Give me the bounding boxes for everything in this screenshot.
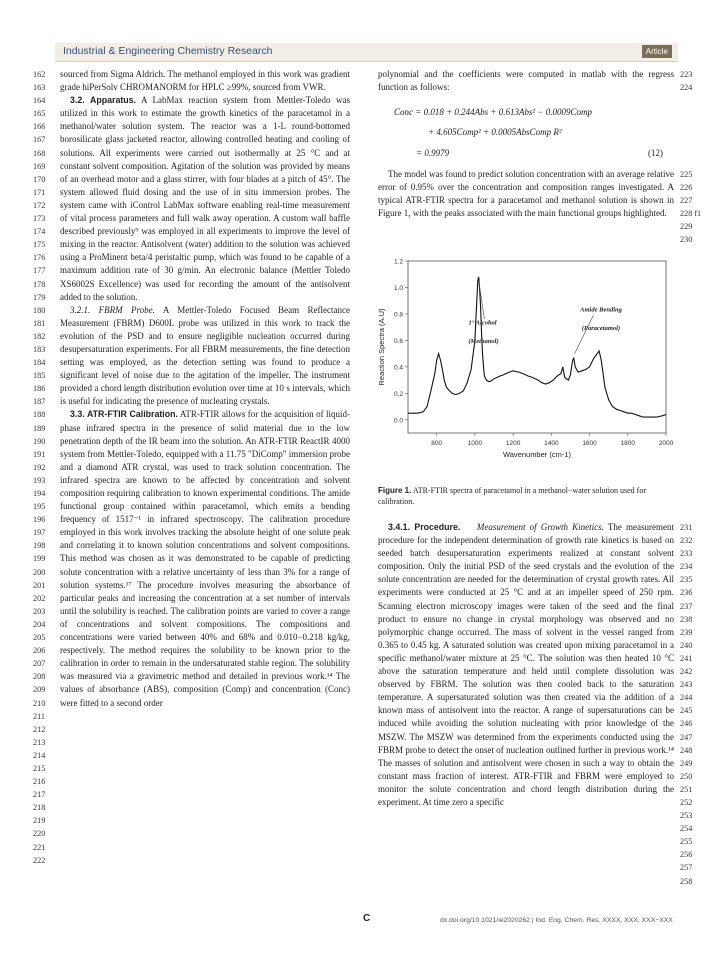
x-tick-label: 1600 <box>582 440 597 447</box>
line-number: 231 <box>680 523 693 532</box>
line-number: 244 <box>680 693 693 703</box>
y-tick-label: 1.0 <box>393 284 403 292</box>
line-number: 220 <box>33 829 46 839</box>
line-number: 183 <box>33 344 46 354</box>
line-number: 216 <box>33 777 46 787</box>
annotation-label: 1° Alcohol <box>468 319 497 327</box>
section-procedure <box>378 521 674 809</box>
line-number: 208 <box>33 672 46 682</box>
line-number: 219 <box>33 816 46 826</box>
line-number: 186 <box>33 384 46 394</box>
line-number: 170 <box>33 174 46 184</box>
line-number: 245 <box>680 706 693 716</box>
line-number: 248 <box>680 745 693 755</box>
line-number: 249 <box>680 758 693 768</box>
line-number: 250 <box>680 771 693 781</box>
line-number: 176 <box>33 253 46 263</box>
line-number: 168 <box>33 148 46 158</box>
line-number: 206 <box>33 646 46 656</box>
line-number: 236 <box>680 588 693 598</box>
left-column <box>60 68 350 710</box>
page-letter: C <box>363 913 371 924</box>
heading-growth-kinetics: Measurement of Growth Kinetics. <box>476 522 604 532</box>
caption-text: ATR-FTIR spectra of paracetamol in a methanol−water solution used for calibration. <box>378 486 647 506</box>
line-number: 253 <box>680 811 693 821</box>
line-number: 165 <box>33 109 46 119</box>
line-number: 190 <box>33 436 46 446</box>
line-number: 181 <box>33 318 46 328</box>
line-number: 225 <box>680 170 693 179</box>
line-number: 234 <box>680 562 693 572</box>
article-type-badge: Article <box>642 45 672 58</box>
right-bottom-line-numbers <box>680 521 710 888</box>
section-atr-ftir <box>60 408 350 709</box>
equation-line-2: + 4.605Comp² + 0.0005AbsComp R² <box>428 127 562 137</box>
line-number: 257 <box>680 863 693 873</box>
line-number: 180 <box>33 305 46 315</box>
line-number: 230 <box>680 235 693 245</box>
line-number: 228 f1 <box>680 209 702 219</box>
annotation-label: (Methanol) <box>468 338 499 346</box>
line-number: 224 <box>680 83 693 93</box>
line-number: 239 <box>680 627 693 637</box>
x-axis-label: Wavenumber (cm-1) <box>502 450 572 459</box>
line-number: 162 <box>33 70 46 79</box>
line-number: 229 <box>680 222 693 232</box>
line-number: 207 <box>33 659 46 669</box>
line-number: 202 <box>33 593 46 603</box>
right-mid-line-numbers <box>680 168 720 247</box>
line-number: 240 <box>680 640 693 650</box>
paragraph-procedure: The measurement procedure for the independent determination of growth rate kinetics is based on seeded batch desupersaturation experiments realized at constant solvent composition. Only the initial PSD of the seed crystals and the evolution of the solute concentration are needed for the determination of crystal growth rates. All experiments were conducted at 25 °C and at an impeller speed of 250 rpm. Scanning electron microscopy images were taken of the seed and the final product to ensure no change in crystal morphology was observed and no polymorphic change occurred. The mass of solvent in the vessel ranged from 0.365 to 0.45 kg. A saturated solution was created upon mixing paracetamol in a specific methanol/water mixture at 25 °C. The solution was then heated 10 °C above the saturation temperature and held until complete dissolution was observed by FBRM. The solution was then cooled back to the saturation temperature. A supersaturated solution was then created via the addition of a known mass of antisolvent into the reactor. A range of supersaturations can be induced while avoiding the solution nucleating with prior knowledge of the MSZW. The MSZW was determined from the experiments conducted using the FBRM probe to detect the onset of nucleation outlined further in previous work.¹⁴ The masses of solution and antisolvent were chosen in such a way to obtain the constant mass fraction of interest. ATR-FTIR and FBRM were employed to monitor the solute concentration and chord length distribution during the experiment. At time zero a specific <box>378 522 675 807</box>
line-number: 238 <box>680 614 693 624</box>
line-number: 237 <box>680 601 693 611</box>
heading-3-4-1: 3.4.1. Procedure. <box>388 522 461 532</box>
equation-line-3: = 0.9979 <box>416 148 450 158</box>
line-number: 252 <box>680 797 693 807</box>
line-number: 214 <box>33 750 46 760</box>
line-number: 191 <box>33 449 46 459</box>
line-number: 221 <box>33 842 46 852</box>
line-number: 215 <box>33 763 46 773</box>
line-number: 218 <box>33 803 46 813</box>
line-number: 222 <box>33 855 46 865</box>
figure-1-chart <box>374 253 676 475</box>
line-number: 192 <box>33 462 46 472</box>
annotation-arrow <box>479 281 485 319</box>
annotation-label: (Paracetamol) <box>581 324 621 332</box>
line-number: 195 <box>33 502 46 512</box>
line-number: 193 <box>33 475 46 485</box>
line-number: 196 <box>33 515 46 525</box>
line-number: 177 <box>33 266 46 276</box>
line-number: 178 <box>33 279 46 289</box>
line-number: 256 <box>680 850 693 860</box>
line-number: 175 <box>33 240 46 250</box>
y-tick-label: 0.0 <box>393 417 403 425</box>
line-number: 205 <box>33 633 46 643</box>
journal-header <box>55 43 678 62</box>
figure-1-caption <box>378 485 674 507</box>
line-number: 247 <box>680 732 693 742</box>
line-number: 226 <box>680 183 693 193</box>
line-number: 169 <box>33 161 46 171</box>
line-number: 194 <box>33 489 46 498</box>
line-number: 163 <box>33 83 46 93</box>
line-number: 171 <box>33 187 46 197</box>
line-number: 179 <box>33 292 46 302</box>
line-number: 255 <box>680 837 693 847</box>
line-number: 242 <box>680 667 693 677</box>
line-number: 213 <box>33 737 46 747</box>
heading-3-2: 3.2. Apparatus. <box>70 95 136 106</box>
line-number: 246 <box>680 719 693 729</box>
line-number: 235 <box>680 575 693 585</box>
line-number: 217 <box>33 790 46 800</box>
annotation-arrow <box>575 315 594 353</box>
right-top-line-numbers <box>680 68 710 94</box>
line-number: 188 <box>33 410 46 420</box>
line-number: 203 <box>33 606 46 616</box>
x-tick-label: 800 <box>431 440 443 447</box>
y-tick-label: 0.4 <box>393 364 403 372</box>
x-tick-label: 1800 <box>620 440 636 447</box>
line-number: 184 <box>33 358 46 368</box>
line-number: 173 <box>33 214 46 224</box>
line-number: 198 <box>33 541 46 551</box>
line-number: 254 <box>680 824 693 834</box>
equation-number: (12) <box>648 148 663 158</box>
spectrum-line <box>408 277 666 417</box>
annotation-label: Amide Bending <box>580 306 622 314</box>
x-tick-label: 1200 <box>505 440 521 447</box>
x-tick-label: 1400 <box>544 440 559 447</box>
section-fbrm <box>60 304 350 409</box>
line-number: 187 <box>33 397 46 407</box>
x-tick-label: 2000 <box>658 440 674 447</box>
line-number: 200 <box>33 567 46 577</box>
heading-3-2-1: 3.2.1. FBRM Probe. <box>70 304 155 315</box>
right-mid-text <box>378 168 674 220</box>
plot-frame <box>408 261 666 433</box>
line-number: 241 <box>680 653 693 663</box>
line-number: 209 <box>33 685 46 695</box>
line-number: 243 <box>680 680 693 690</box>
footer-citation: dx.doi.org/10.1021/ie2020262 | Ind. Eng. Chem. Res. XXXX, XXX, XXX−XXX <box>440 917 673 924</box>
y-tick-label: 1.2 <box>393 258 403 266</box>
paragraph-model: The model was found to predict solution concentration with an average relative error of 0.95% over the concentration and composition ranges investigated. A typical ATR-FTIR spectra for a paracetamol and methanol solution is shown in Figure 1, with the peaks associated with the main functional groups highlighted. <box>378 169 674 219</box>
line-number: 232 <box>680 536 693 546</box>
left-line-numbers <box>33 68 53 867</box>
line-number: 211 <box>33 711 45 721</box>
x-tick-label: 1000 <box>467 440 483 447</box>
section-apparatus <box>60 94 350 304</box>
paragraph-materials: sourced from Sigma Aldrich. The methanol employed in this work was gradient grade hiPerSolv CHROMANORM for HPLC ≥99%, sourced from VWR. <box>60 69 350 93</box>
figure-label: Figure 1. <box>378 486 412 495</box>
line-number: 233 <box>680 549 693 559</box>
line-number: 182 <box>33 331 46 341</box>
journal-title: Industrial & Engineering Chemistry Research <box>63 45 273 57</box>
y-tick-label: 0.6 <box>393 337 403 345</box>
line-number: 210 <box>33 698 46 708</box>
line-number: 223 <box>680 70 693 79</box>
y-tick-label: 0.8 <box>393 311 403 319</box>
heading-3-3: 3.3. ATR-FTIR Calibration. <box>70 409 178 420</box>
paragraph-apparatus: A LabMax reaction system from Mettler-Toledo was utilized in this work to estimate the growth kinetics of the paracetamol in a methanol/water solution system. The reactor was a 1-L round-bottomed borosilicate glass jacketed reactor, allowing controlled heating and cooling of solutions. All experiments were carried out isothermally at 25 °C and at constant solvent composition. Agitation of the solution was provided by means of an overhead motor and a glass stirrer, with four blades at a pitch of 45°. The system allowed fluid dosing and the use of in situ immersion probes. The system came with iControl LabMax software enabling real-time measurement of vital process parameters and full walk away operation. A custom wall baffle described previously⁹ was employed in all experiments to improve the level of mixing in the reactor. Antisolvent (water) addition to the solution was achieved using a ProMinent beta/4 peristaltic pump, which was found to be capable of a maximum addition rate of 30 g/min. An electronic balance (Mettler Toledo XS6002S Excellence) was used for recording the amount of the antisolvent added to the solution. <box>60 95 351 302</box>
line-number: 189 <box>33 423 46 433</box>
line-number: 167 <box>33 135 46 145</box>
paragraph-polynomial: polynomial and the coefficients were computed in matlab with the regress function as follows: <box>378 69 674 93</box>
line-number: 227 <box>680 196 693 206</box>
line-number: 197 <box>33 528 46 538</box>
line-number: 185 <box>33 371 46 381</box>
line-number: 166 <box>33 122 46 132</box>
line-number: 251 <box>680 784 693 794</box>
spectra-plot <box>374 253 676 475</box>
line-number: 172 <box>33 200 46 210</box>
right-bottom-text <box>378 521 674 809</box>
line-number: 212 <box>33 724 46 734</box>
y-axis-label: Reaction Spectra (A.U) <box>377 308 386 386</box>
paragraph-fbrm: A Mettler-Toledo Focused Beam Reflectance Measurement (FBRM) D600L probe was utilized in this work to track the evolution of the PSD and to ensure negligible nucleation occurred during desupersaturation experiments. For all FBRM measurements, the fine detection setting was employed, as the detection setting was found to produce a significant level of noise due to the agitation of the impeller. The instrument provided a chord length distribution evolution over time at 10 s intervals, which is useful for indicating the presence of nucleating crystals. <box>60 304 351 407</box>
line-number: 174 <box>33 227 46 237</box>
paragraph-atr-ftir: ATR-FTIR allows for the acquisition of liquid-phase infrared spectra in the presence of solid material due to the low penetration depth of the IR beam into the solution. An ATR-FTIR ReactIR 4000 system from Mettler-Toledo, equipped with a 11.75 "DiComp" immersion probe and a diamond ATR crystal, was used to track solution concentration. The infrared spectra are known to be affected by concentration and solvent composition requiring calibration to known experimental conditions. The amide functional group contained within paracetamol, which emits a bending frequency of 1517⁻¹ in infrared spectroscopy. The calibration procedure employed in this work involves tracking the absolute height of one solute peak and correlating it to known solution concentrations and solvent compositions. This method was chosen as it was demonstrated to be capable of predicting solute concentration with a relative uncertainty of less than 3% for a range of solution systems.¹⁷ The procedure involves measuring the absorbance of particular peaks and increasing the concentration at a set number of intervals until the solubility is reached. The calibration points are varied to cover a range of concentrations and solvent compositions. The compositions and concentrations were varied between 40% and 68% and 0.010−0.218 kg/kg, respectively. The method requires the solubility to be known prior to the calibration in order to remain in the undersaturated stable region. The solubility was measured via a gravimetric method and detailed in previous work.¹⁴ The values of absorbance (ABS), composition (Comp) and concentration (Conc) were fitted to a second order <box>60 409 351 708</box>
line-number: 204 <box>33 619 46 629</box>
line-number: 199 <box>33 554 46 564</box>
line-number: 201 <box>33 580 46 590</box>
line-number: 164 <box>33 96 46 106</box>
y-tick-label: 0.2 <box>393 390 403 398</box>
right-top-text <box>378 68 674 94</box>
equation-line-1: Conc = 0.018 + 0.244Abs + 0.613Abs² − 0.0009Comp <box>394 107 592 117</box>
line-number: 258 <box>680 876 693 886</box>
